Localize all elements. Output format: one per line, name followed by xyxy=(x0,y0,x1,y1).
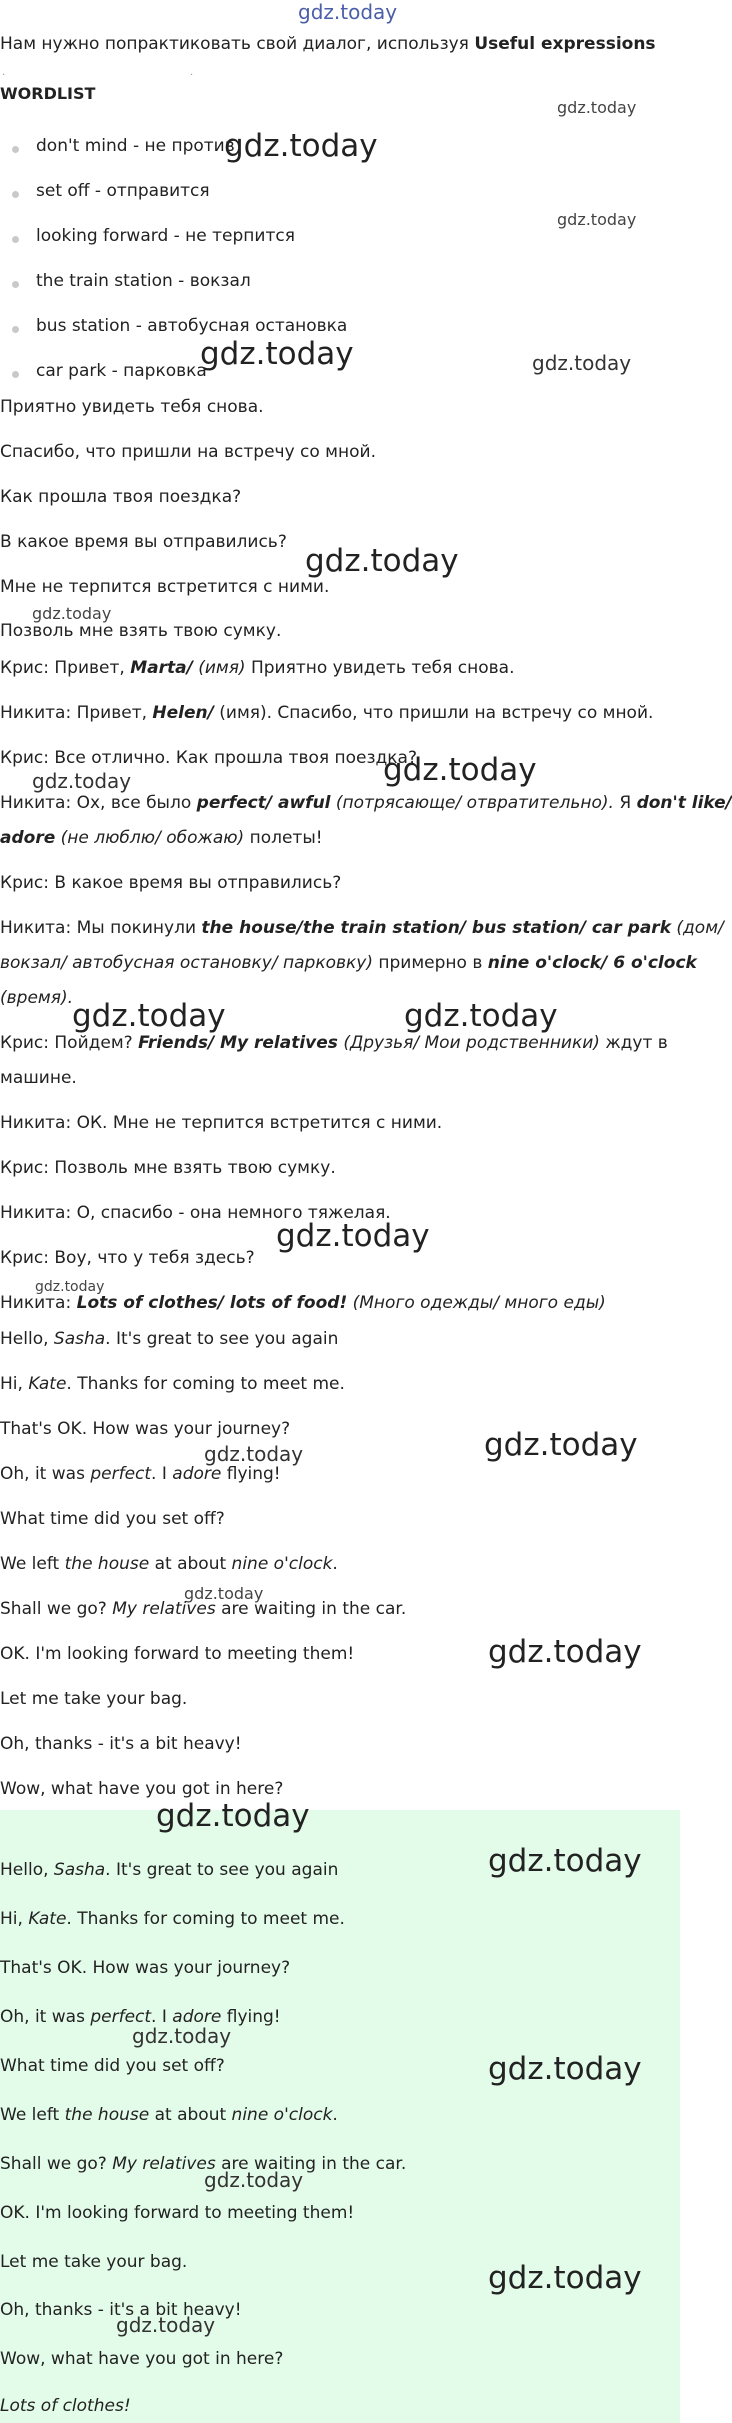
bullet-icon xyxy=(12,236,19,243)
translation-line: Как прошла твоя поездка? xyxy=(0,487,242,507)
dialogue-line: Крис: Воу, что у тебя здесь? xyxy=(0,1248,255,1268)
wordlist-item: the train station - вокзал xyxy=(36,271,251,291)
english-line xyxy=(0,1464,281,1484)
dialogue-emphasis: Marta/ xyxy=(130,658,193,678)
english-line: That's OK. How was your journey? xyxy=(0,1958,291,1978)
english-line: Let me take your bag. xyxy=(0,1689,188,1709)
dialogue-note: (Друзья/ Мои родственники) xyxy=(337,1033,600,1053)
watermark: gdz.today xyxy=(383,752,537,788)
dialogue-line: машине. xyxy=(0,1068,77,1088)
translation-line: Позволь мне взять твою сумку. xyxy=(0,621,282,641)
header-watermark: gdz.today xyxy=(298,0,398,24)
english-text: . Thanks for coming to meet me. xyxy=(66,1374,345,1394)
wordlist-item: don't mind - не против xyxy=(36,136,235,156)
english-line xyxy=(0,2105,338,2125)
english-text: . It's great to see you again xyxy=(105,1329,339,1349)
bullet-icon xyxy=(12,191,19,198)
english-text: . I xyxy=(151,1464,173,1484)
dialogue-note: (дом/ xyxy=(671,918,724,938)
english-text: at about xyxy=(149,2105,232,2125)
dialogue-line: Никита: О, спасибо - она немного тяжелая. xyxy=(0,1203,391,1223)
dialogue-emphasis: Helen/ xyxy=(152,703,214,723)
english-line: That's OK. How was your journey? xyxy=(0,1419,291,1439)
dialogue-text: Я xyxy=(613,793,637,813)
bullet-icon xyxy=(12,146,19,153)
dialogue-text: (имя). Спасибо, что пришли на встречу со мной. xyxy=(213,703,654,723)
english-text: . Thanks for coming to meet me. xyxy=(66,1909,345,1929)
intro-text xyxy=(0,34,656,54)
english-emphasis: My relatives xyxy=(112,2154,216,2174)
watermark: gdz.today xyxy=(204,1442,304,1466)
dialogue-emphasis: Friends/ My relatives xyxy=(138,1033,338,1053)
english-text: Oh, it was xyxy=(0,2007,91,2027)
english-text: We left xyxy=(0,2105,65,2125)
dialogue-text: Крис: Пойдем? xyxy=(0,1033,139,1053)
dialogue-note: (время). xyxy=(0,988,73,1008)
english-text: We left xyxy=(0,1554,65,1574)
english-text: at about xyxy=(149,1554,232,1574)
translation-line: Спасибо, что пришли на встречу со мной. xyxy=(0,442,376,462)
bullet-icon xyxy=(12,281,19,288)
watermark: gdz.today xyxy=(132,2024,232,2048)
watermark: gdz.today xyxy=(224,128,378,164)
watermark: gdz.today xyxy=(305,543,459,579)
watermark: gdz.today xyxy=(184,1584,264,1603)
watermark: gdz.today xyxy=(116,2313,216,2337)
english-text: . xyxy=(332,1554,338,1574)
english-emphasis: Kate xyxy=(28,1374,67,1394)
dialogue-text: Никита: Ох, все было xyxy=(0,793,197,813)
dialogue-line: Никита: ОК. Мне не терпится встретится с ними. xyxy=(0,1113,443,1133)
watermark: gdz.today xyxy=(204,2168,304,2192)
dialogue-line xyxy=(0,1033,668,1053)
english-text: Hi, xyxy=(0,1909,29,1929)
watermark: gdz.today xyxy=(35,1279,105,1295)
dialogue-line xyxy=(0,703,653,723)
dialogue-text: Никита: Привет, xyxy=(0,703,153,723)
wordlist-item: looking forward - не терпится xyxy=(36,226,295,246)
dialogue-note: (имя) xyxy=(192,658,246,678)
dialogue-line xyxy=(0,793,732,813)
english-text: Hello, xyxy=(0,1329,54,1349)
english-emphasis: the house xyxy=(64,2105,150,2125)
wordlist-title: WORDLIST xyxy=(0,84,96,103)
english-line xyxy=(0,1329,338,1349)
english-line: Wow, what have you got in here? xyxy=(0,1779,284,1799)
english-emphasis: the house xyxy=(64,1554,150,1574)
dialogue-line xyxy=(0,953,697,973)
english-text: Shall we go? xyxy=(0,1599,113,1619)
dialogue-text: Никита: Мы покинули xyxy=(0,918,202,938)
english-text: flying! xyxy=(221,2007,281,2027)
dialogue-emphasis: the house/the train station/ bus station/ car park xyxy=(201,918,671,938)
dialogue-line xyxy=(0,988,73,1008)
dialogue-note: (не люблю/ обожаю) xyxy=(55,828,245,848)
english-line: OK. I'm looking forward to meeting them! xyxy=(0,2203,355,2223)
bullet-icon xyxy=(12,326,19,333)
watermark: gdz.today xyxy=(32,604,112,623)
english-line: OK. I'm looking forward to meeting them! xyxy=(0,1644,355,1664)
english-emphasis: Lots of clothes! xyxy=(0,2396,131,2416)
translation-line: Приятно увидеть тебя снова. xyxy=(0,397,264,417)
watermark: gdz.today xyxy=(488,2051,642,2087)
english-line: Oh, thanks - it's a bit heavy! xyxy=(0,2300,242,2320)
english-emphasis: adore xyxy=(172,2007,222,2027)
english-text: . I xyxy=(151,2007,173,2027)
english-text: Hi, xyxy=(0,1374,29,1394)
english-text: . It's great to see you again xyxy=(105,1860,339,1880)
dialogue-text: Никита: xyxy=(0,1293,77,1313)
english-emphasis: My relatives xyxy=(112,1599,216,1619)
english-emphasis: Kate xyxy=(28,1909,67,1929)
english-line xyxy=(0,1374,345,1394)
wordlist-item: set off - отправится xyxy=(36,181,210,201)
english-text: flying! xyxy=(221,1464,281,1484)
english-line xyxy=(0,1554,338,1574)
english-line: Let me take your bag. xyxy=(0,2252,188,2272)
english-emphasis: nine o'clock xyxy=(231,1554,333,1574)
english-emphasis: perfect xyxy=(90,2007,152,2027)
english-text: . xyxy=(332,2105,338,2125)
dialogue-line xyxy=(0,1293,606,1313)
english-emphasis: Sasha xyxy=(53,1860,106,1880)
watermark: gdz.today xyxy=(156,1798,310,1834)
wordlist-item: bus station - автобусная остановка xyxy=(36,316,348,336)
dialogue-emphasis: perfect/ awful xyxy=(196,793,331,813)
english-line: Wow, what have you got in here? xyxy=(0,2349,284,2369)
dialogue-emphasis: nine o'clock/ 6 o'clock xyxy=(487,953,697,973)
dialogue-line: Крис: Позволь мне взять твою сумку. xyxy=(0,1158,336,1178)
english-text: Oh, it was xyxy=(0,1464,91,1484)
dialogue-text: примерно в xyxy=(372,953,488,973)
watermark: gdz.today xyxy=(557,98,637,117)
english-line xyxy=(0,1909,345,1929)
dialogue-line xyxy=(0,658,515,678)
english-line: Oh, thanks - it's a bit heavy! xyxy=(0,1734,242,1754)
watermark: gdz.today xyxy=(488,1843,642,1879)
dialogue-text: Приятно увидеть тебя снова. xyxy=(245,658,515,678)
english-text: are waiting in the car. xyxy=(215,1599,407,1619)
decorative-dot: · xyxy=(190,70,194,81)
dialogue-line xyxy=(0,918,724,938)
watermark: gdz.today xyxy=(557,210,637,229)
dialogue-line xyxy=(0,828,323,848)
translation-line: Мне не терпится встретится с ними. xyxy=(0,577,330,597)
watermark: gdz.today xyxy=(532,351,632,375)
watermark: gdz.today xyxy=(72,998,226,1034)
translation-line: В какое время вы отправились? xyxy=(0,532,287,552)
watermark: gdz.today xyxy=(404,998,558,1034)
dialogue-line: Крис: В какое время вы отправились? xyxy=(0,873,342,893)
english-text: are waiting in the car. xyxy=(215,2154,407,2174)
dialogue-text: ждут в xyxy=(599,1033,668,1053)
dialogue-note: вокзал/ автобусная остановку/ парковку) xyxy=(0,953,373,973)
dialogue-text: Крис: Привет, xyxy=(0,658,131,678)
watermark: gdz.today xyxy=(488,1634,642,1670)
watermark: gdz.today xyxy=(276,1218,430,1254)
english-emphasis: nine o'clock xyxy=(231,2105,333,2125)
english-text: Shall we go? xyxy=(0,2154,113,2174)
dialogue-line: Крис: Все отлично. Как прошла твоя поездка? xyxy=(0,748,417,768)
english-line xyxy=(0,2396,131,2416)
watermark: gdz.today xyxy=(32,769,132,793)
english-emphasis: Sasha xyxy=(53,1329,106,1349)
decorative-dot: · xyxy=(2,70,6,81)
english-emphasis: perfect xyxy=(90,1464,152,1484)
watermark: gdz.today xyxy=(488,2260,642,2296)
dialogue-note: (потрясающе/ отвратительно). xyxy=(330,793,614,813)
wordlist-item: car park - парковка xyxy=(36,361,207,381)
dialogue-emphasis: adore xyxy=(0,828,56,848)
dialogue-text: полеты! xyxy=(244,828,323,848)
english-line: What time did you set off? xyxy=(0,1509,225,1529)
english-emphasis: adore xyxy=(172,1464,222,1484)
dialogue-emphasis: Lots of clothes/ lots of food! xyxy=(76,1293,348,1313)
english-text: Hello, xyxy=(0,1860,54,1880)
intro-plain: Нам нужно попрактиковать свой диалог, используя xyxy=(0,34,475,54)
english-line xyxy=(0,1860,338,1880)
bullet-icon xyxy=(12,371,19,378)
intro-bold: Useful expressions xyxy=(474,34,656,54)
english-line: What time did you set off? xyxy=(0,2056,225,2076)
watermark: gdz.today xyxy=(200,336,354,372)
watermark: gdz.today xyxy=(484,1427,638,1463)
dialogue-emphasis: don't like/ xyxy=(636,793,732,813)
dialogue-note: (Много одежды/ много еды) xyxy=(347,1293,606,1313)
